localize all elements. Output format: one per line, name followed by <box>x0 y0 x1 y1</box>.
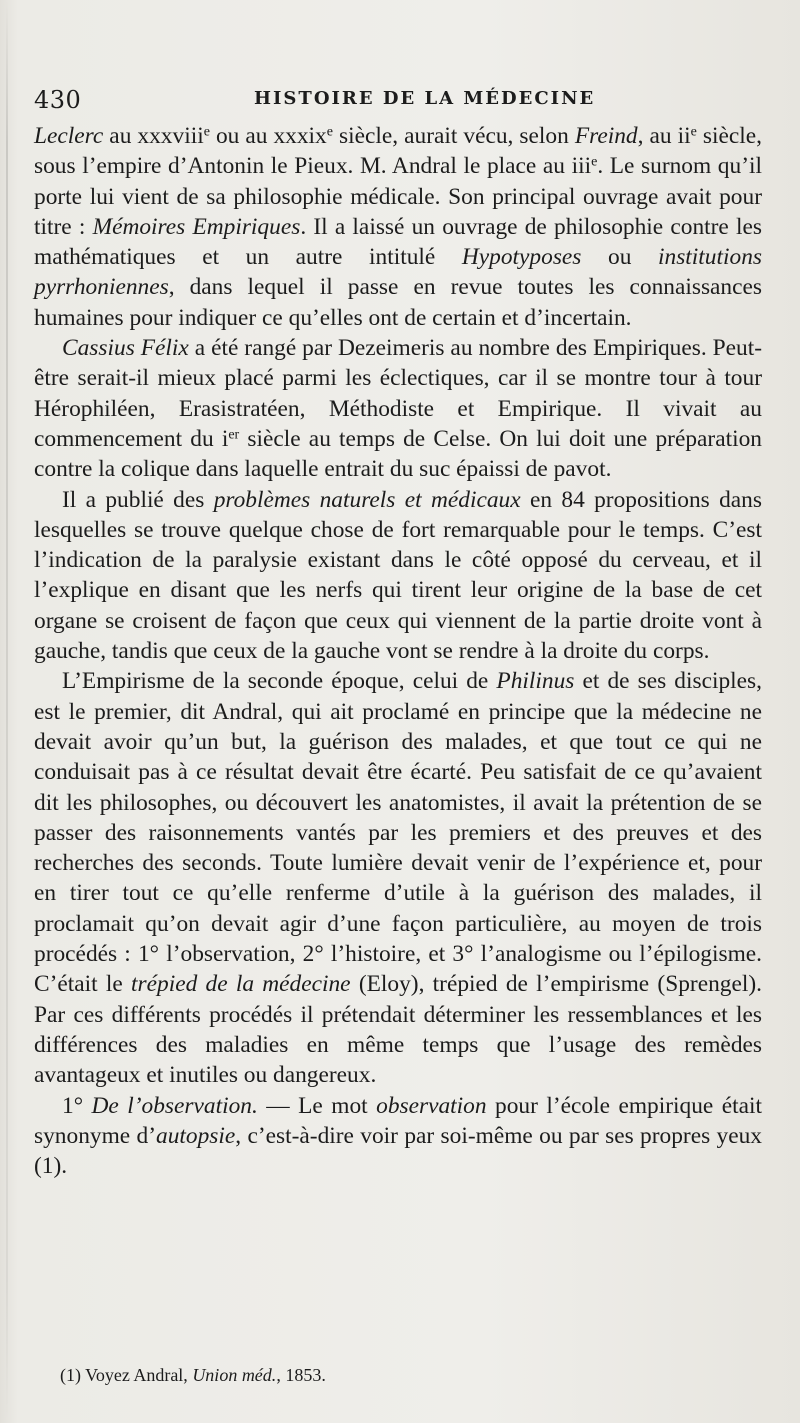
page-edge-shadow <box>6 0 8 1423</box>
text-run: siècle, aurait vécu, selon <box>332 123 575 149</box>
text-run: (Eloy), trépied de l’empirisme (Sprengel). Par ces différents procédés il prétendait déterminer les ressemblances et les différences des maladies en même temps que l’usage des remèdes avantageux et inutiles ou dangereux. <box>34 971 762 1089</box>
text-run: au xxxviii <box>103 123 204 149</box>
italic-text: Mémoires Empiriques <box>92 213 301 240</box>
paragraph-cassius-felix <box>34 333 762 484</box>
text-run: et de ses disciples, est le premier, dit Andral, qui ait proclamé en principe que la médecine ne devait avoir qu’un but, la guérison des malades, et que tout ce qui ne conduisait pas à ce résultat devait être écarté. Peu satisfait de ce qu’avaient dit les philosophes, ou découvert les anatomistes, il avait la prétention de se passer des raisonnements vantés par les premiers et des preuves et des recherches des seconds. Toute lumière devait venir de l’expérience et, pour en tirer tout ce qu’elle renferme d’utile à la guérison des malades, il proclamait qu’on devait agir d’une façon particulière, au moyen de trois procédés : 1° l’observation, 2° l’histoire, et 3° l’analogisme ou l’épilogisme. C’était le <box>34 668 762 998</box>
superscript-text: er <box>228 426 240 443</box>
text-run: a été rangé par Dezeimeris au nombre des Empiriques. Peut-être serait-il mieux placé parmi les éclectiques, car il se montre tour à tour Hérophiléen, Erasistratéen, Méthodiste et Empirique. Il vivait au commencement du i <box>34 335 762 452</box>
paragraph-leclerc <box>34 121 762 333</box>
text-run: , au ii <box>637 123 691 149</box>
italic-text: Cassius Félix <box>62 335 189 362</box>
italic-text: Philinus <box>496 668 575 695</box>
text-run: L’Empirisme de la seconde époque, celui de <box>62 668 497 695</box>
italic-text: De l’observation. <box>91 1092 258 1119</box>
text-run: Il a publié des <box>62 486 214 513</box>
text-run: . Le surnom qu’il porte lui vient de sa philosophie médicale. Son principal ouvrage avait pour titre : <box>34 153 762 240</box>
text-run: , c’est-à-dire voir par soi-même ou par ses propres yeux (1). <box>34 1122 762 1180</box>
text-run: pour l’école empirique était synonyme d’ <box>34 1092 763 1149</box>
superscript-text: e <box>690 123 697 140</box>
superscript-text: e <box>591 153 598 170</box>
text-run: en 84 propositions dans lesquelles se trouve quelque chose de fort remarquable pour le temps. C’est l’indication de la paralysie existant dans le côté opposé du cerveau, et il l’explique en disant que les nerfs qui tirent leur origine de la base de cet organe se croisent de façon que ceux qui viennent de la partie droite vont à gauche, tandis que ceux de la gauche vont se rendre à la droite du corps. <box>34 486 762 665</box>
paragraph-problemes <box>34 485 762 667</box>
paragraph-observation <box>34 1091 762 1182</box>
text-run: ou au xxxix <box>209 123 327 149</box>
italic-text: Hypotyposes <box>461 244 582 271</box>
text-run: 1° <box>62 1092 92 1119</box>
text-run: siècle au temps de Celse. On lui doit une préparation contre la colique dans laquelle entrait du suc épaissi de pavot. <box>34 425 762 483</box>
text-run: — Le mot <box>257 1092 377 1119</box>
page-number: 430 <box>34 86 82 114</box>
paragraph-empirisme <box>34 666 762 1090</box>
italic-text: trépied de la médecine <box>131 971 351 998</box>
italic-text: observation <box>376 1092 487 1119</box>
text-run: siècle, sous l’empire d’Antonin le Pieux. M. Andral le place au iii <box>34 123 762 180</box>
text-run: , 1853. <box>276 1365 326 1385</box>
italic-text: Freind <box>574 123 638 149</box>
italic-text: Leclerc <box>34 123 104 149</box>
running-title: HISTOIRE DE LA MÉDECINE <box>254 88 596 109</box>
italic-text: institutions pyrrhoniennes <box>34 244 762 301</box>
text-run: . Il a laissé un ouvrage de philosophie contre les mathématiques et un autre intitulé <box>34 213 762 271</box>
superscript-text: e <box>203 123 210 140</box>
page-header <box>34 86 764 116</box>
text-run: , dans lequel il passe en revue toutes les connaissances humaines pour indiquer ce qu’elles ont de certain et d’incertain. <box>34 274 762 331</box>
footnote <box>60 1364 326 1386</box>
text-run: ou <box>581 244 659 271</box>
italic-text: problèmes naturels et médicaux <box>213 486 521 513</box>
superscript-text: e <box>326 123 333 140</box>
body-text <box>34 121 762 1181</box>
italic-text: autopsie <box>156 1122 236 1149</box>
italic-text: Union méd. <box>192 1365 277 1385</box>
text-run: (1) Voyez Andral, <box>60 1365 193 1385</box>
